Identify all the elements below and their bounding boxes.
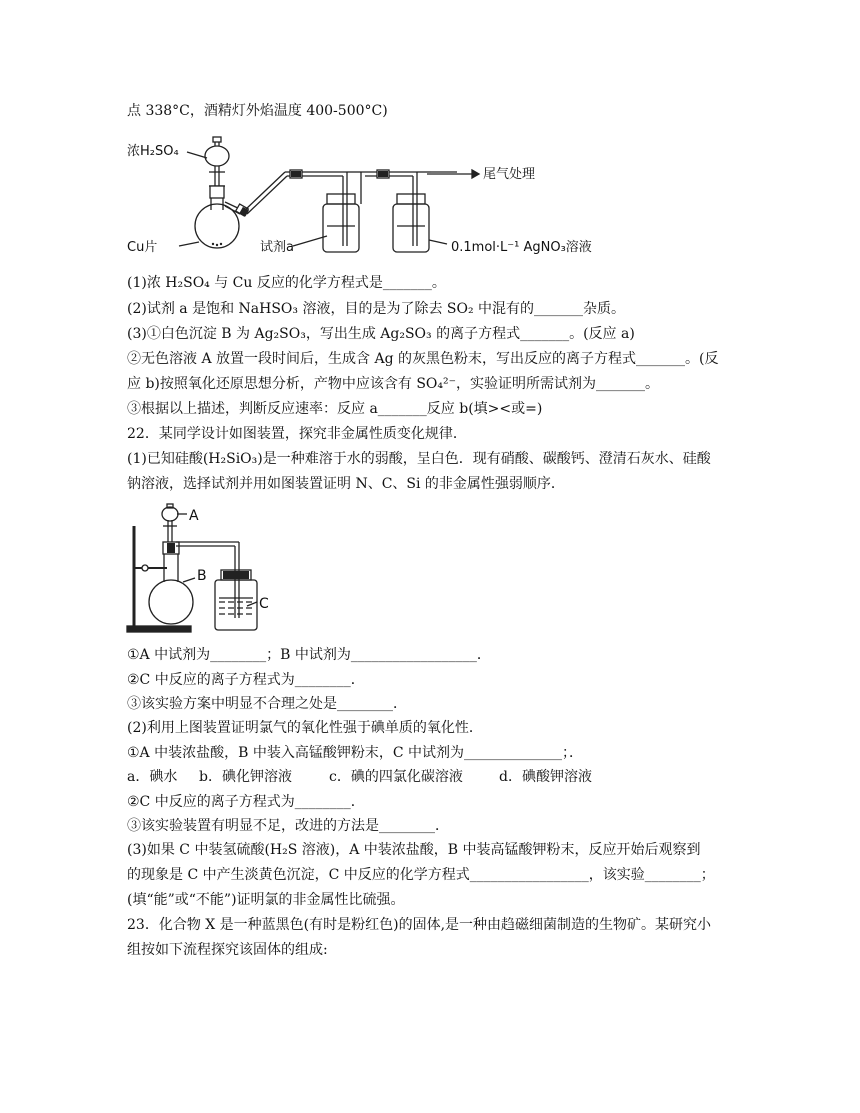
label-conc-h2so4: 浓H₂SO₄ bbox=[127, 144, 179, 159]
intro-line: 点 338°C，酒精灯外焰温度 400-500°C) bbox=[127, 103, 388, 119]
q21-part5: ③根据以上描述，判断反应速率：反应 a_______反应 b(填><或=) bbox=[127, 401, 543, 417]
label-c: C bbox=[259, 596, 269, 612]
q22-sub2: ②C 中反应的离子方程式为________． bbox=[127, 672, 365, 688]
label-reagent-a: 试剂a bbox=[260, 240, 294, 255]
q22-part3-line2: 的现象是 C 中产生淡黄色沉淀，C 中反应的化学方程式_________________，该实验________； bbox=[127, 867, 715, 883]
q21-part2: (2)试剂 a 是饱和 NaHSO₃ 溶液，目的是为了除去 SO₂ 中混有的_______杂质。 bbox=[127, 301, 626, 317]
q22-title: 22．某同学设计如图装置，探究非金属性质变化规律． bbox=[127, 426, 467, 442]
q22-part2-sub3: ③该实验装置有明显不足，改进的方法是________． bbox=[127, 818, 449, 834]
q22-part2-sub1: ①A 中装浓盐酸，B 中装入高锰酸钾粉末，C 中试剂为______________；． bbox=[127, 745, 584, 761]
label-cu: Cu片 bbox=[127, 240, 158, 255]
label-b: B bbox=[197, 568, 207, 584]
q22-options bbox=[127, 767, 737, 787]
option-b: b．碘化钾溶液 bbox=[199, 769, 292, 785]
q22-part2: (2)利用上图装置证明氯气的氧化性强于碘单质的氧化性． bbox=[127, 720, 483, 736]
q22-sub3: ③该实验方案中明显不合理之处是________． bbox=[127, 696, 407, 712]
q23-line2: 组按如下流程探究该固体的组成: bbox=[127, 942, 328, 958]
q21-part4-line1: ②无色溶液 A 放置一段时间后，生成含 Ag 的灰黑色粉末，写出反应的离子方程式_______。(反 bbox=[127, 351, 719, 367]
q21-part3: (3)①白色沉淀 B 为 Ag₂SO₃，写出生成 Ag₂SO₃ 的离子方程式_______。(反应 a) bbox=[127, 326, 635, 342]
label-agno3: 0.1mol·L⁻¹ AgNO₃溶液 bbox=[451, 240, 592, 255]
option-a: a．碘水 bbox=[127, 769, 178, 785]
q21-part1: (1)浓 H₂SO₄ 与 Cu 反应的化学方程式是_______。 bbox=[127, 275, 446, 291]
label-tail-gas: 尾气处理 bbox=[483, 167, 536, 182]
q21-part4-line2: 应 b)按照氧化还原思想分析，产物中应该含有 SO₄²⁻，实验证明所需试剂为_______。 bbox=[127, 376, 660, 392]
q22-part1-line2: 钠溶液，选择试剂并用如图装置证明 N、C、Si 的非金属性强弱顺序． bbox=[127, 476, 565, 492]
q22-part3-line1: (3)如果 C 中装氢硫酸(H₂S 溶液)，A 中装浓盐酸，B 中装高锰酸钾粉末，反应开始后观察到 bbox=[127, 842, 701, 858]
apparatus-figure-2 bbox=[127, 498, 287, 636]
q22-part1-line1: (1)已知硅酸(H₂SiO₃)是一种难溶于水的弱酸，呈白色．现有硝酸、碳酸钙、澄清石灰水、硅酸 bbox=[127, 451, 711, 467]
q22-part3-line3: (填“能”或“不能”)证明氯的非金属性比硫强。 bbox=[127, 892, 405, 908]
label-a: A bbox=[189, 508, 199, 524]
q22-part2-sub2: ②C 中反应的离子方程式为________． bbox=[127, 794, 365, 810]
q23-line1: 23．化合物 X 是一种蓝黑色(有时是粉红色)的固体,是一种由趋磁细菌制造的生物矿。某研究小 bbox=[127, 917, 712, 933]
option-d: d．碘酸钾溶液 bbox=[499, 769, 592, 785]
q22-sub1: ①A 中试剂为________；B 中试剂为__________________． bbox=[127, 647, 491, 663]
apparatus-figure-1 bbox=[127, 128, 592, 260]
option-c: c．碘的四氯化碳溶液 bbox=[329, 769, 463, 785]
